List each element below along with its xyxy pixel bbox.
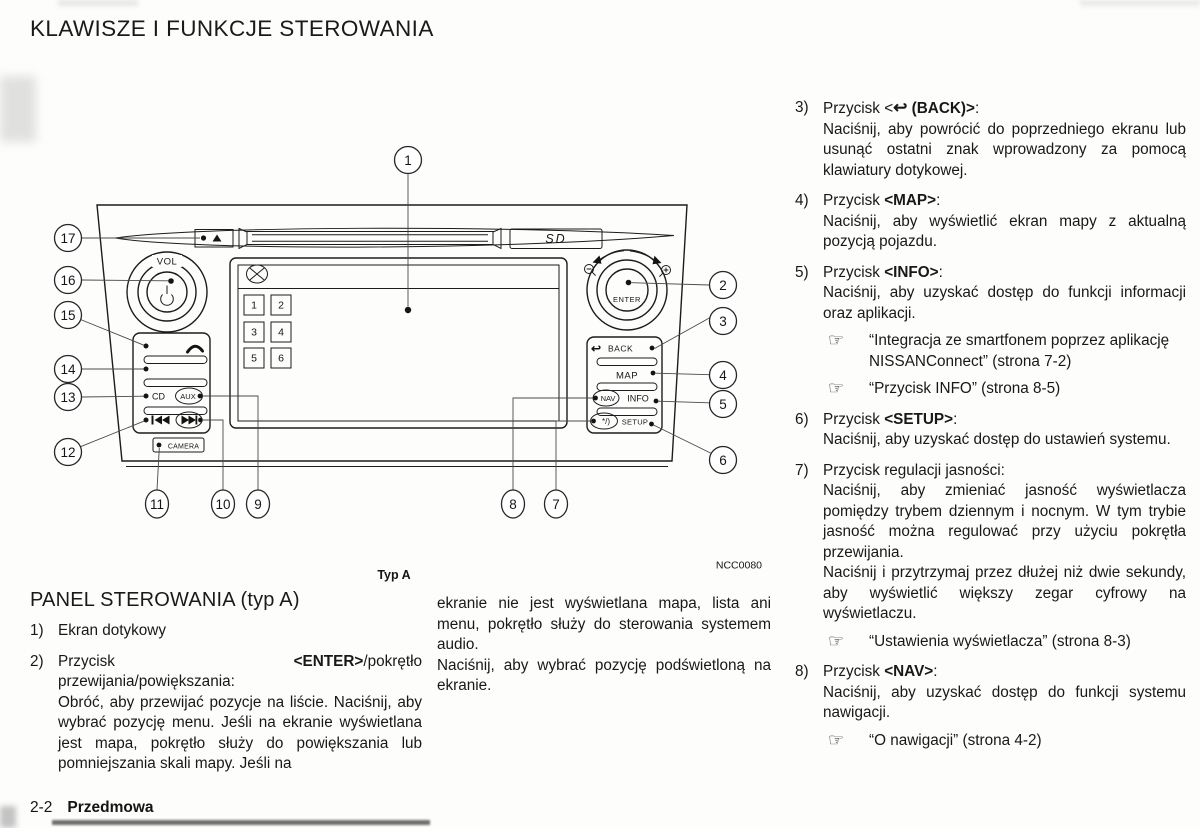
cross-reference: [823, 731, 1186, 752]
callout-13: [55, 384, 82, 411]
callout-9: [247, 490, 270, 518]
enter-scroll-knob: [585, 250, 671, 330]
right-button-cluster: [587, 337, 662, 433]
item-heading: Przycisk <SETUP>:: [823, 410, 958, 428]
vol-label: VOL: [156, 256, 178, 268]
brightness-label: */): [602, 417, 610, 426]
callout-15: [55, 302, 82, 329]
paragraph: Naciśnij, aby wybrać pozycję podświetloną na ekranie.: [437, 656, 771, 694]
svg-text:5: 5: [719, 396, 727, 412]
item-heading: Przycisk <↩ (BACK)>:: [823, 98, 980, 117]
figure-caption: Typ A: [377, 568, 411, 582]
preset-button-6: 6: [278, 352, 284, 365]
item-number: 7): [795, 461, 809, 479]
middle-column: [437, 594, 771, 697]
svg-text:9: 9: [254, 496, 262, 512]
item-text: Ekran dotykowy: [58, 622, 166, 639]
zoom-in-icon: [659, 266, 670, 277]
list-item-3: [795, 98, 1186, 181]
item-number: 3): [795, 99, 809, 116]
cross-reference: [823, 632, 1186, 653]
svg-text:6: 6: [719, 452, 727, 468]
svg-text:17: 17: [60, 230, 76, 246]
left-button-cluster: [133, 333, 210, 433]
list-item-7: [795, 461, 1186, 653]
setup-button: [622, 418, 654, 427]
enter-label: ENTER: [613, 295, 641, 304]
reference-text: “Ustawienia wyświetlacza” (strona 8-3): [869, 632, 1131, 650]
power-icon: [161, 286, 174, 306]
item-number: 4): [795, 192, 809, 209]
item-body: Naciśnij, aby zmieniać jasność wyświetlacza pomiędzy trybem dziennym i nocnym. W tym trybie jasność można regulować przy użyciu pokrętła przewijania.: [823, 482, 1186, 561]
svg-text:16: 16: [60, 272, 76, 288]
callout-16: [55, 267, 82, 294]
back-arrow-icon: ↩: [893, 98, 908, 117]
callout-5: [710, 391, 737, 418]
reference-hand-icon: ☞: [828, 729, 845, 750]
preset-button-5: 5: [251, 352, 257, 365]
item-body: Naciśnij, aby uzyskać dostęp do funkcji informacji oraz aplikacji.: [823, 284, 1186, 322]
list-item-4: [795, 191, 1186, 253]
item-body: Naciśnij, aby uzyskać dostęp do ustawień systemu.: [823, 431, 1171, 448]
touchscreen: [230, 258, 567, 428]
back-arrow-icon: ↩: [591, 341, 602, 356]
svg-text:7: 7: [552, 496, 560, 512]
reference-hand-icon: ☞: [828, 378, 845, 398]
svg-text:11: 11: [149, 496, 165, 512]
scan-artifact: [0, 76, 36, 142]
info-label: INFO: [627, 393, 649, 404]
list-item-6: [795, 410, 1186, 451]
nav-label: NAV: [600, 394, 616, 403]
cd-label: CD: [152, 391, 165, 402]
phone-icon: [188, 346, 203, 352]
list-item-5: [795, 263, 1186, 400]
figure-code: NCC0080: [715, 559, 762, 572]
svg-text:4: 4: [719, 367, 727, 383]
preset-button-1: 1: [251, 299, 257, 312]
camera-button: [153, 438, 204, 452]
preset-button-4: 4: [278, 326, 284, 339]
back-label: BACK: [608, 343, 634, 354]
clock-icon: [247, 265, 268, 283]
cd-button: [144, 392, 166, 402]
page-number: 2-2: [30, 799, 53, 816]
svg-text:8: 8: [509, 496, 517, 512]
paragraph: ekranie nie jest wyświetlana mapa, lista ani menu, pokrętło służy do sterowania systemem audio.: [437, 595, 771, 653]
callout-11: [146, 490, 169, 518]
svg-text:3: 3: [719, 313, 727, 329]
camera-label: CAMERA: [167, 443, 200, 451]
callout-6: [710, 447, 737, 474]
item-number: 8): [795, 663, 809, 680]
nav-button: [593, 390, 619, 406]
item-heading: Przycisk <INFO>:: [823, 263, 943, 281]
map-button: [616, 371, 655, 382]
preset-button-2: 2: [278, 299, 284, 312]
callout-1: [395, 147, 422, 174]
blank-button: [144, 367, 149, 372]
callout-14: [55, 356, 82, 383]
right-column: [795, 98, 1186, 761]
svg-text:15: 15: [60, 307, 76, 323]
page-footer: [30, 799, 154, 817]
callout-8: [502, 490, 525, 518]
seek-back-button: [144, 416, 170, 425]
map-label: MAP: [615, 370, 639, 382]
svg-text:14: 14: [60, 361, 76, 377]
scan-artifact: [52, 820, 430, 825]
callout-7: [545, 490, 568, 518]
item-number: 6): [795, 410, 809, 428]
item-heading: Przycisk regulacji jasności:: [823, 461, 1005, 479]
svg-text:1: 1: [404, 152, 412, 168]
phone-button: [144, 344, 203, 353]
list-item-2: [30, 652, 422, 775]
preset-button-3: 3: [251, 326, 257, 339]
callout-4: [710, 362, 737, 389]
page-title: KLAWISZE I FUNKCJE STEROWANIA: [30, 16, 434, 41]
item-body: Obróć, aby przewijać pozycje na liście. Naciśnij, aby wybrać pozycję menu. Jeśli na ekranie wyświetlana jest mapa, pokrętło służy do powiększania lub pomniejszania skali mapy. Jeśli na: [58, 693, 422, 772]
reference-text: “Przycisk INFO” (strona 8-5): [869, 380, 1061, 397]
callout-2: [710, 272, 737, 299]
setup-label: SETUP: [621, 417, 649, 427]
aux-button: [176, 388, 203, 404]
callout-12: [55, 439, 82, 466]
chapter-name: Przedmowa: [67, 799, 154, 816]
back-button: [591, 342, 654, 356]
svg-text:2: 2: [719, 277, 727, 293]
eject-icon: [213, 235, 222, 242]
item-heading: Przycisk <ENTER>/pokrętło przewijania/powiększania:: [58, 652, 422, 690]
item-body: Naciśnij, aby wyświetlić ekran mapy z aktualną pozycją pojazdu.: [823, 212, 1186, 250]
item-heading: Przycisk <MAP>:: [823, 192, 941, 209]
sd-logo: SD: [545, 232, 567, 246]
item-body: Naciśnij i przytrzymaj przez dłużej niż dwie sekundy, aby wyświetlić większy zegar cyfrowy na wyświetlaczu.: [823, 564, 1186, 622]
section-title: PANEL STEROWANIA (typ A): [30, 589, 300, 611]
item-number: 5): [795, 263, 809, 281]
svg-text:13: 13: [60, 389, 76, 405]
item-number: 2): [30, 652, 44, 670]
volume-power-knob: [127, 252, 207, 332]
item-body: Naciśnij, aby powrócić do poprzedniego ekranu lub usunąć ostatni znak wprowadzony za pomocą klawiatury dotykowej.: [823, 120, 1186, 179]
preset-buttons: [244, 295, 291, 368]
svg-text:12: 12: [60, 444, 76, 460]
callout-3: [710, 308, 737, 335]
scan-artifact: [1080, 0, 1200, 6]
reference-text: “O nawigacji” (strona 4-2): [869, 731, 1042, 749]
info-button: [627, 394, 658, 404]
cross-reference: [823, 331, 1186, 372]
callout-10: [212, 490, 235, 518]
item-body: Naciśnij, aby uzyskać dostęp do funkcji systemu nawigacji.: [823, 683, 1186, 721]
left-column: [30, 621, 422, 785]
aux-label: AUX: [180, 392, 196, 401]
svg-text:10: 10: [215, 496, 231, 512]
reference-text: “Integracja ze smartfonem poprzez aplikację NISSANConnect” (strona 7-2): [869, 332, 1170, 370]
callout-17: [55, 225, 82, 252]
scan-artifact: [0, 806, 16, 828]
cross-reference: [823, 379, 1186, 400]
item-number: 1): [30, 622, 44, 639]
head-unit-diagram: [40, 130, 780, 600]
reference-hand-icon: ☞: [828, 330, 845, 350]
list-item-1: [30, 621, 422, 642]
sd-card-slot: [510, 229, 602, 249]
item-heading: Przycisk <NAV>:: [823, 663, 938, 680]
rotate-arrows-icon: [593, 251, 662, 264]
list-item-8: [795, 662, 1186, 751]
control-panel-figure: [40, 130, 780, 600]
reference-hand-icon: ☞: [828, 630, 845, 651]
scan-artifact: [58, 0, 138, 6]
